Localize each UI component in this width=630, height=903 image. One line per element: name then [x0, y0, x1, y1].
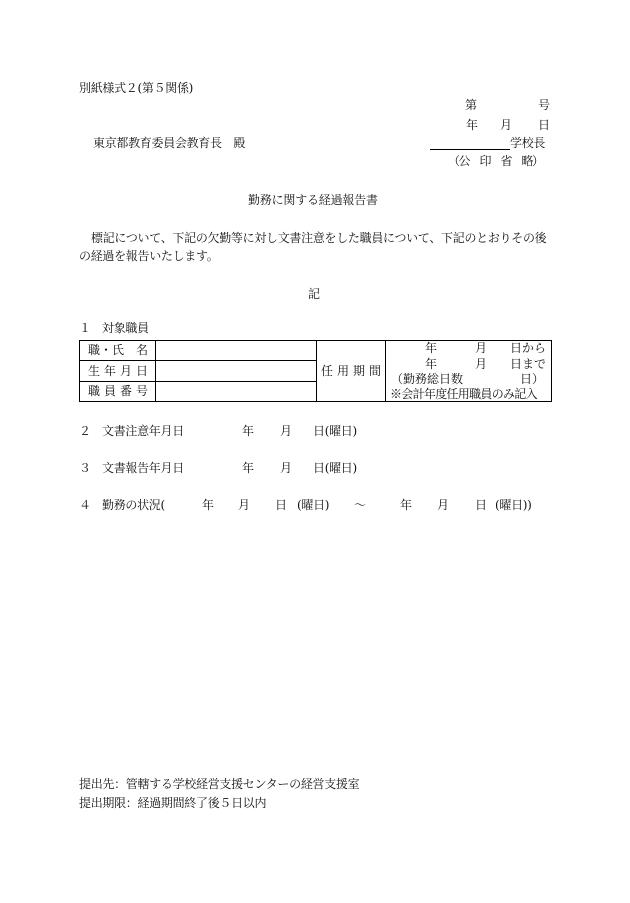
- section-3-label: 文書報告年月日: [102, 461, 184, 475]
- section-1-heading: 対象職員: [102, 321, 149, 335]
- period-from-month: 月: [475, 341, 488, 355]
- section-2-year: 年: [242, 424, 254, 438]
- section-2-number: ２: [79, 424, 91, 438]
- section-4-start-month: 月: [238, 498, 250, 512]
- header-date-month: 月: [500, 118, 512, 132]
- ki-heading: 記: [308, 287, 320, 301]
- period-from-day: 日から: [510, 341, 547, 355]
- total-days-open: （勤務総日数: [391, 372, 464, 386]
- period-to-year: 年: [425, 357, 438, 371]
- header-date-day: 日: [538, 118, 550, 132]
- section-2-label: 文書注意年月日: [102, 424, 184, 438]
- period-note: ※会計年度任用職員のみ記入: [390, 387, 537, 401]
- body-line: の経過を報告いたします。: [79, 249, 219, 263]
- header-date-year: 年: [466, 118, 478, 132]
- body-line: 標記について、下記の欠勤等に対し文書注意をした職員について、下記のとおりその後: [91, 231, 547, 245]
- section-4-end-weekday: (曜日)): [495, 498, 532, 512]
- section-2-month: 月: [280, 424, 292, 438]
- school-name-blank: [430, 149, 510, 150]
- sender-title: 学校長: [510, 136, 546, 150]
- addressee: 東京都教育委員会教育長 殿: [93, 136, 246, 150]
- period-to-month: 月: [475, 357, 488, 371]
- section-4-number: ４: [79, 498, 91, 512]
- seal-note: （公 印 省 略）: [448, 154, 543, 168]
- row-label-employee-number: 職 員 番 号: [88, 384, 148, 398]
- section-2-day: 日(曜日): [313, 424, 357, 438]
- section-4-end-year: 年: [400, 498, 412, 512]
- section-3-month: 月: [280, 461, 292, 475]
- row-value-birthdate: [156, 361, 316, 381]
- section-3-day: 日(曜日): [313, 461, 357, 475]
- section-4-start-year: 年: [202, 498, 214, 512]
- period-label: 任 用 期 間: [321, 364, 381, 378]
- section-4-start-day: 日: [275, 498, 287, 512]
- total-days-close: 日）: [520, 372, 545, 386]
- section-4-start-weekday: (曜日): [297, 498, 330, 512]
- section-4-separator: ～: [354, 498, 366, 512]
- doc-number-prefix: 第: [465, 98, 477, 112]
- section-3-year: 年: [242, 461, 254, 475]
- row-value-name: [156, 341, 316, 360]
- section-4-end-day: 日: [475, 498, 487, 512]
- period-detail: [386, 341, 551, 401]
- period-to-day: 日まで: [510, 357, 547, 371]
- section-3-number: ３: [79, 461, 91, 475]
- document-title: 勤務に関する経過報告書: [248, 193, 378, 207]
- footer-submit-to: 提出先：管轄する学校経営支援センターの経営支援室: [79, 777, 360, 791]
- period-from-year: 年: [425, 341, 438, 355]
- row-label-name: 職・氏 名: [88, 343, 149, 357]
- row-value-employee-number: [156, 382, 316, 401]
- row-label-birthdate: 生 年 月 日: [88, 364, 148, 378]
- footer-deadline: 提出期限：経過期間終了後５日以内: [79, 796, 267, 810]
- form-label: 別紙様式２(第５関係): [79, 81, 194, 95]
- doc-number-suffix: 号: [538, 98, 550, 112]
- section-4-end-month: 月: [437, 498, 449, 512]
- section-1-number: １: [79, 321, 91, 335]
- employee-table: [79, 340, 552, 402]
- section-4-label: 勤務の状況(: [102, 498, 165, 512]
